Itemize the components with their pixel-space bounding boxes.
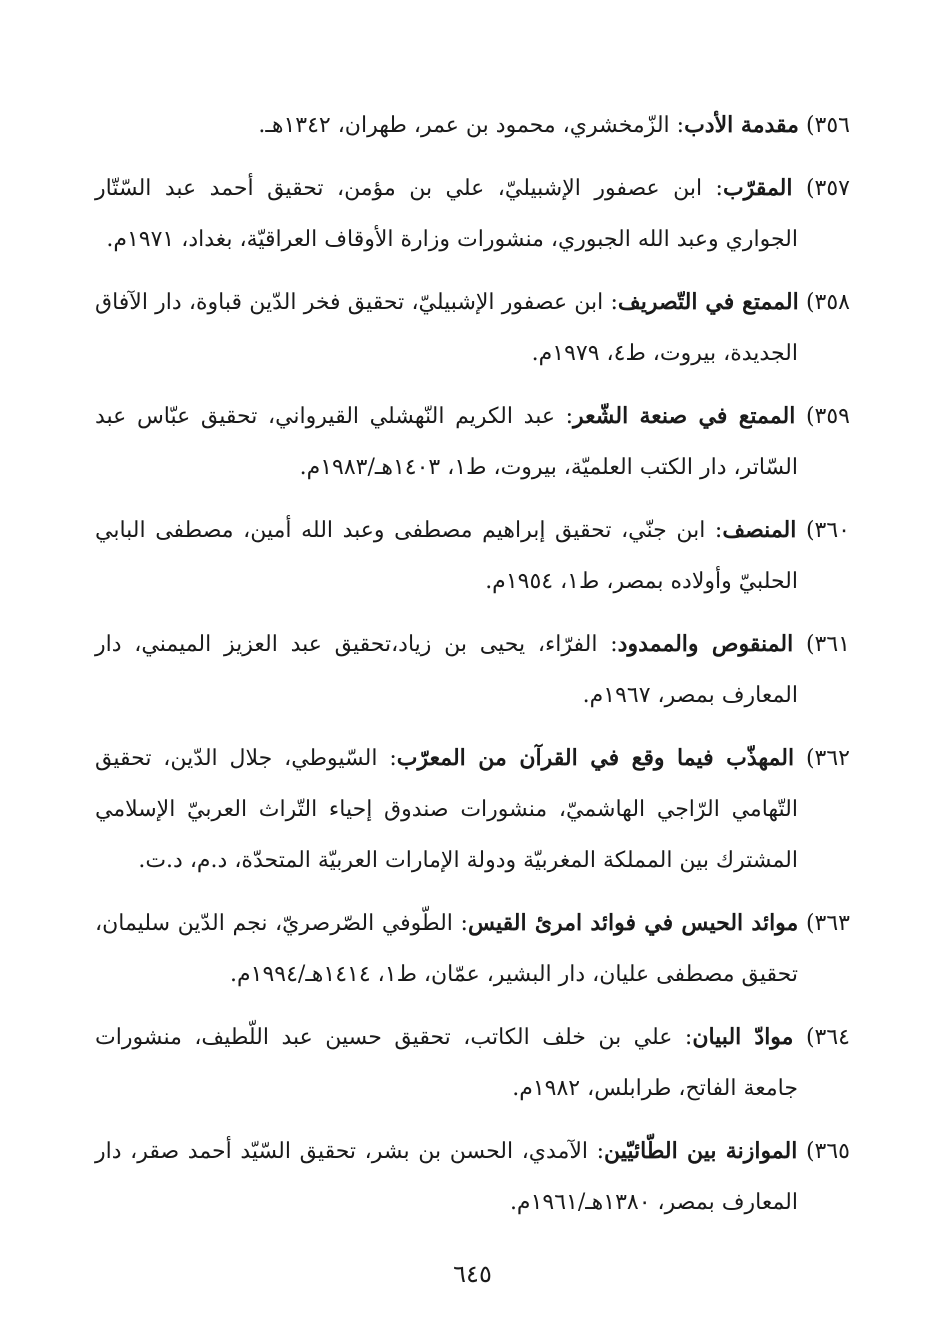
bibliography-entry bbox=[95, 277, 850, 379]
bibliography-entry bbox=[95, 733, 850, 886]
entry-title: المنقوص والممدود bbox=[617, 631, 794, 657]
entry-number: ٣٦٤) bbox=[805, 1025, 850, 1050]
entry-number: ٣٥٩) bbox=[805, 404, 850, 429]
entry-details: : الفرّاء، يحيى بن زياد،تحقيق عبد العزيز الميمني، دار المعارف بمصر، ١٩٦٧م. bbox=[95, 632, 798, 708]
entry-details: : ابن عصفور الإشبيليّ، تحقيق فخر الدّين قباوة، دار الآفاق الجديدة، بيروت، ط٤، ١٩٧٩م. bbox=[95, 290, 798, 366]
entry-number: ٣٦٥) bbox=[805, 1139, 850, 1164]
entry-details: : علي بن خلف الكاتب، تحقيق حسين عبد اللّطيف، منشورات جامعة الفاتح، طرابلس، ١٩٨٢م. bbox=[95, 1025, 798, 1101]
entry-number: ٣٦٠) bbox=[805, 518, 850, 543]
entry-title: المهذّب فيما وقع في القرآن من المعرّب bbox=[396, 745, 795, 771]
bibliography-list bbox=[95, 100, 850, 1240]
entry-number: ٣٦١) bbox=[805, 632, 850, 657]
entry-title: المنصف bbox=[722, 517, 797, 543]
bibliography-entry bbox=[95, 391, 850, 493]
bibliography-entry bbox=[95, 898, 850, 1000]
entry-details: : عبد الكريم النّهشلي القيرواني، تحقيق عبّاس عبد السّاتر، دار الكتب العلميّة، بيروت، ط١، ١٤٠٣هـ/١٩٨٣م. bbox=[95, 404, 798, 480]
entry-title: المقرّب bbox=[722, 175, 793, 201]
entry-details: : الآمدي، الحسن بن بشر، تحقيق السّيّد أحمد صقر، دار المعارف بمصر، ١٣٨٠هـ/١٩٦١م. bbox=[95, 1139, 798, 1215]
entry-number: ٣٦٢) bbox=[805, 746, 850, 771]
entry-title: الموازنة بين الطّائيّين bbox=[604, 1138, 798, 1164]
entry-details: : الطّوفي الصّرصريّ، نجم الدّين سليمان، تحقيق مصطفى عليان، دار البشير، عمّان، ط١، ١٤١٤هـ/١٩٩٤م. bbox=[95, 911, 798, 987]
bibliography-entry bbox=[95, 1126, 850, 1228]
entry-details: : السّيوطي، جلال الدّين، تحقيق التّهامي الرّاجي الهاشميّ، منشورات صندوق إحياء التّراث العربيّ الإسلامي المشترك بين المملكة المغربيّة ودولة الإمارات العربيّة المتحدّة، د.م، د.ت. bbox=[95, 746, 798, 873]
bibliography-entry bbox=[95, 163, 850, 265]
entry-details: : الزّمخشري، محمود بن عمر، طهران، ١٣٤٢هـ. bbox=[258, 113, 685, 138]
page-number: ٦٤٥ bbox=[453, 1260, 492, 1288]
entry-details: : ابن جنّي، تحقيق إبراهيم مصطفى وعبد الله أمين، مصطفى البابي الحلبيّ وأولاده بمصر، ط١، ١٩٥٤م. bbox=[95, 518, 798, 594]
entry-title: مقدمة الأدب bbox=[684, 112, 799, 138]
entry-number: ٣٥٧) bbox=[805, 176, 850, 201]
bibliography-entry bbox=[95, 1012, 850, 1114]
entry-title: الممتع في صنعة الشّعر bbox=[573, 403, 796, 429]
bibliography-entry bbox=[95, 619, 850, 721]
bibliography-entry bbox=[95, 100, 850, 151]
entry-number: ٣٦٣) bbox=[805, 911, 850, 936]
entry-number: ٣٥٨) bbox=[805, 290, 850, 315]
entry-title: الممتع في التّصريف bbox=[617, 289, 799, 315]
entry-details: : ابن عصفور الإشبيليّ، علي بن مؤمن، تحقيق أحمد عبد السّتّار الجواري وعبد الله الجبوري، منشورات وزارة الأوقاف العراقيّة، بغداد، ١٩٧١م. bbox=[95, 176, 798, 252]
entry-title: موادّ البيان bbox=[692, 1024, 794, 1050]
entry-number: ٣٥٦) bbox=[805, 113, 850, 138]
entry-title: موائد الحيس في فوائد امرئ القيس bbox=[467, 910, 799, 936]
bibliography-entry bbox=[95, 505, 850, 607]
